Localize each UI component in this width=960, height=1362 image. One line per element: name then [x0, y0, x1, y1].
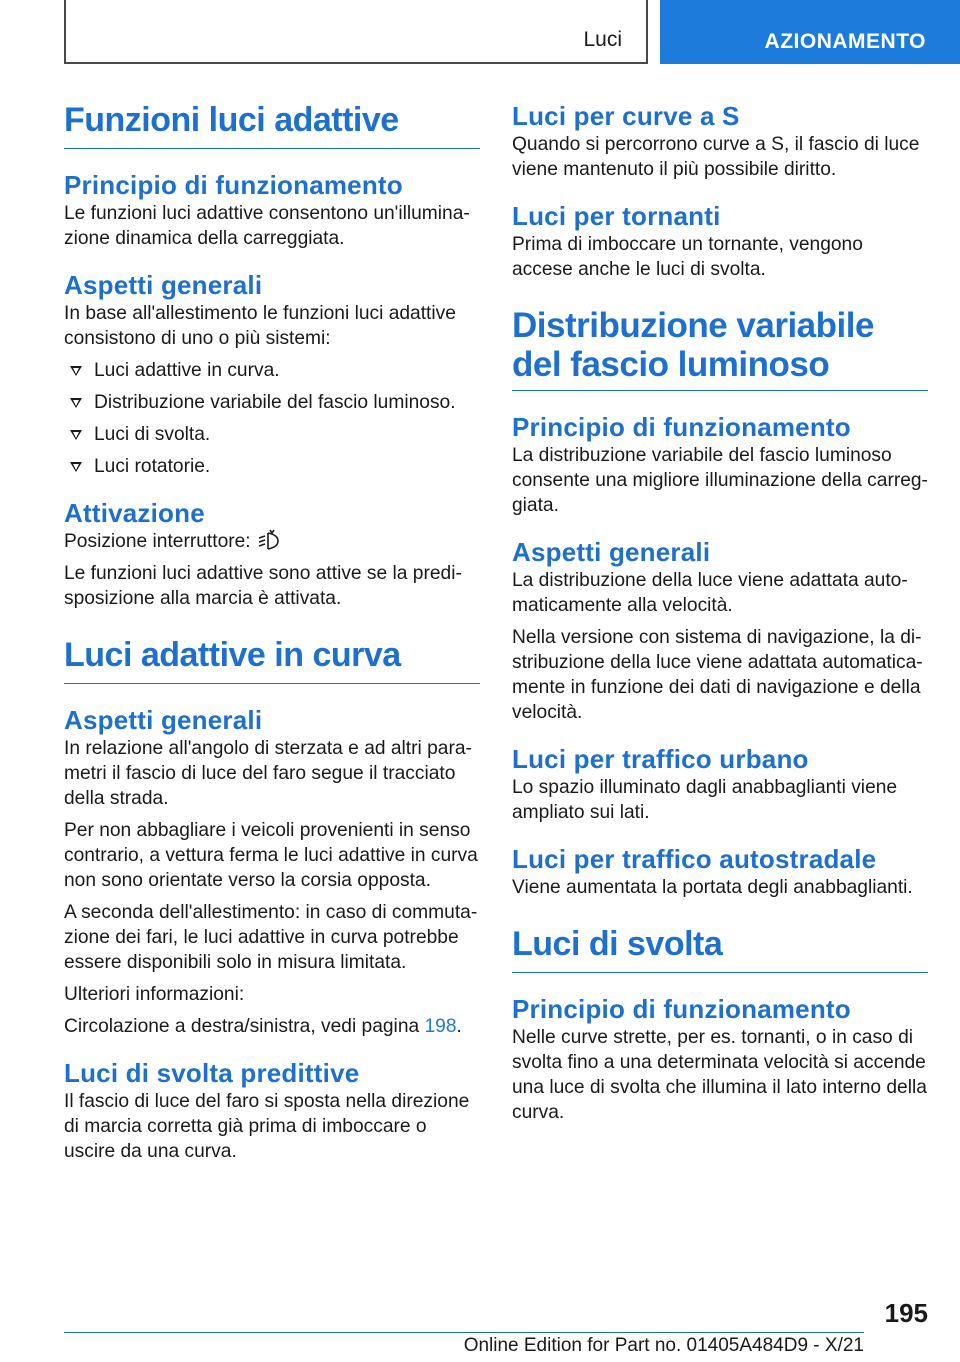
- subheading-activation: Attivazione: [64, 498, 205, 528]
- list-item: Luci adattive in curva.: [64, 358, 480, 383]
- subheading-curve-general: Aspetti generali: [64, 705, 263, 735]
- list-item: Luci di svolta.: [64, 422, 480, 447]
- paragraph-curve-2: Per non abbagliare i veicoli provenienti in senso contrario, a vettura ferma le luci adattive in curva non sono orientate verso la corsia opposta.: [64, 820, 478, 891]
- left-column: [64, 100, 480, 1164]
- heading-turning-lights: Luci di svolta: [512, 924, 928, 973]
- paragraph-general: In base all'allestimento le funzioni luci adattive consistono di uno o più sistemi:: [64, 303, 456, 349]
- paragraph-s-curve: Quando si percorrono curve a S, il fascio di luce viene mantenuto il più possibile diritto.: [512, 134, 920, 180]
- paragraph-curve-3: A seconda dell'allestimento: in caso di commuta-zione dei fari, le luci adattive in curva potrebbe essere disponibili solo in misura limitata.: [64, 902, 478, 973]
- triangle-bullet-icon: [70, 462, 82, 472]
- paragraph-switch-position: Posizione interruttore:: [64, 529, 480, 554]
- paragraph-principle: Le funzioni luci adattive consentono un'illumina-zione dinamica della carreggiata.: [64, 203, 470, 249]
- header-chapter-tab: [660, 0, 960, 64]
- heading-adaptive-functions: Funzioni luci adattive: [64, 100, 480, 149]
- header-chapter-title: AZIONAMENTO: [764, 30, 926, 53]
- paragraph-dist-general-1: La distribuzione della luce viene adattata auto-maticamente alla velocità.: [512, 570, 908, 616]
- subheading-highway: Luci per traffico autostradale: [512, 844, 877, 874]
- header-frame: [64, 0, 648, 64]
- paragraph-hairpin: Prima di imboccare un tornante, vengono accese anche le luci di svolta.: [512, 234, 863, 280]
- page-reference-link[interactable]: 198: [424, 1016, 457, 1037]
- paragraph-turn-principle: Nelle curve strette, per es. tornanti, o in caso di svolta fino a una determinata velocità si accende una luce di svolta che illumina il lato interno della curva.: [512, 1027, 927, 1123]
- paragraph-curve-4: Ulteriori informazioni:: [64, 984, 245, 1005]
- subheading-dist-principle: Principio di funzionamento: [512, 412, 851, 442]
- subheading-dist-general: Aspetti generali: [512, 537, 711, 567]
- triangle-bullet-icon: [70, 430, 82, 440]
- paragraph-urban: Lo spazio illuminato dagli anabbaglianti viene ampliato sui lati.: [512, 777, 898, 823]
- triangle-bullet-icon: [70, 366, 82, 376]
- subheading-general: Aspetti generali: [64, 270, 263, 300]
- right-column: [512, 100, 928, 1125]
- list-item: Distribuzione variabile del fascio luminoso.: [64, 390, 480, 415]
- footer-divider: [64, 1332, 864, 1333]
- subheading-predictive: Luci di svolta predittive: [64, 1058, 360, 1088]
- heading-adaptive-curve: Luci adattive in curva: [64, 635, 480, 684]
- header-section-title: Luci: [583, 28, 622, 51]
- subheading-hairpin: Luci per tornanti: [512, 201, 721, 231]
- paragraph-dist-general-2: Nella versione con sistema di navigazione, la di-stribuzione della luce viene adattata automatica-mente in funzione dei dati di navigazione e della velocità.: [512, 627, 923, 723]
- subheading-principle: Principio di funzionamento: [64, 170, 403, 200]
- page-number: 195: [884, 1298, 928, 1328]
- subheading-turn-principle: Principio di funzionamento: [512, 994, 851, 1024]
- paragraph-curve-5: Circolazione a destra/sinistra, vedi pagina 198.: [64, 1016, 462, 1037]
- paragraph-predictive: Il fascio di luce del faro si sposta nella direzione di marcia corretta già prima di imboccare o uscire da una curva.: [64, 1091, 470, 1162]
- paragraph-dist-principle: La distribuzione variabile del fascio luminoso consente una migliore illuminazione della carreg-giata.: [512, 445, 928, 516]
- systems-list: [64, 358, 480, 479]
- triangle-bullet-icon: [70, 398, 82, 408]
- paragraph-highway: Viene aumentata la portata degli anabbaglianti.: [512, 877, 913, 898]
- paragraph-activation: Le funzioni luci adattive sono attive se la predi-sposizione alla marcia è attivata.: [64, 563, 462, 609]
- list-item: Luci rotatorie.: [64, 454, 480, 479]
- footer-edition: Online Edition for Part no. 01405A484D9 - X/21: [463, 1335, 864, 1356]
- paragraph-curve-1: In relazione all'angolo di sterzata e ad altri para-metri il fascio di luce del faro segue il tracciato della strada.: [64, 738, 472, 809]
- heading-variable-distribution: Distribuzione variabile del fascio luminoso: [512, 306, 928, 391]
- subheading-urban: Luci per traffico urbano: [512, 744, 809, 774]
- headlight-auto-switch-icon: [257, 529, 281, 551]
- subheading-s-curve: Luci per curve a S: [512, 101, 740, 131]
